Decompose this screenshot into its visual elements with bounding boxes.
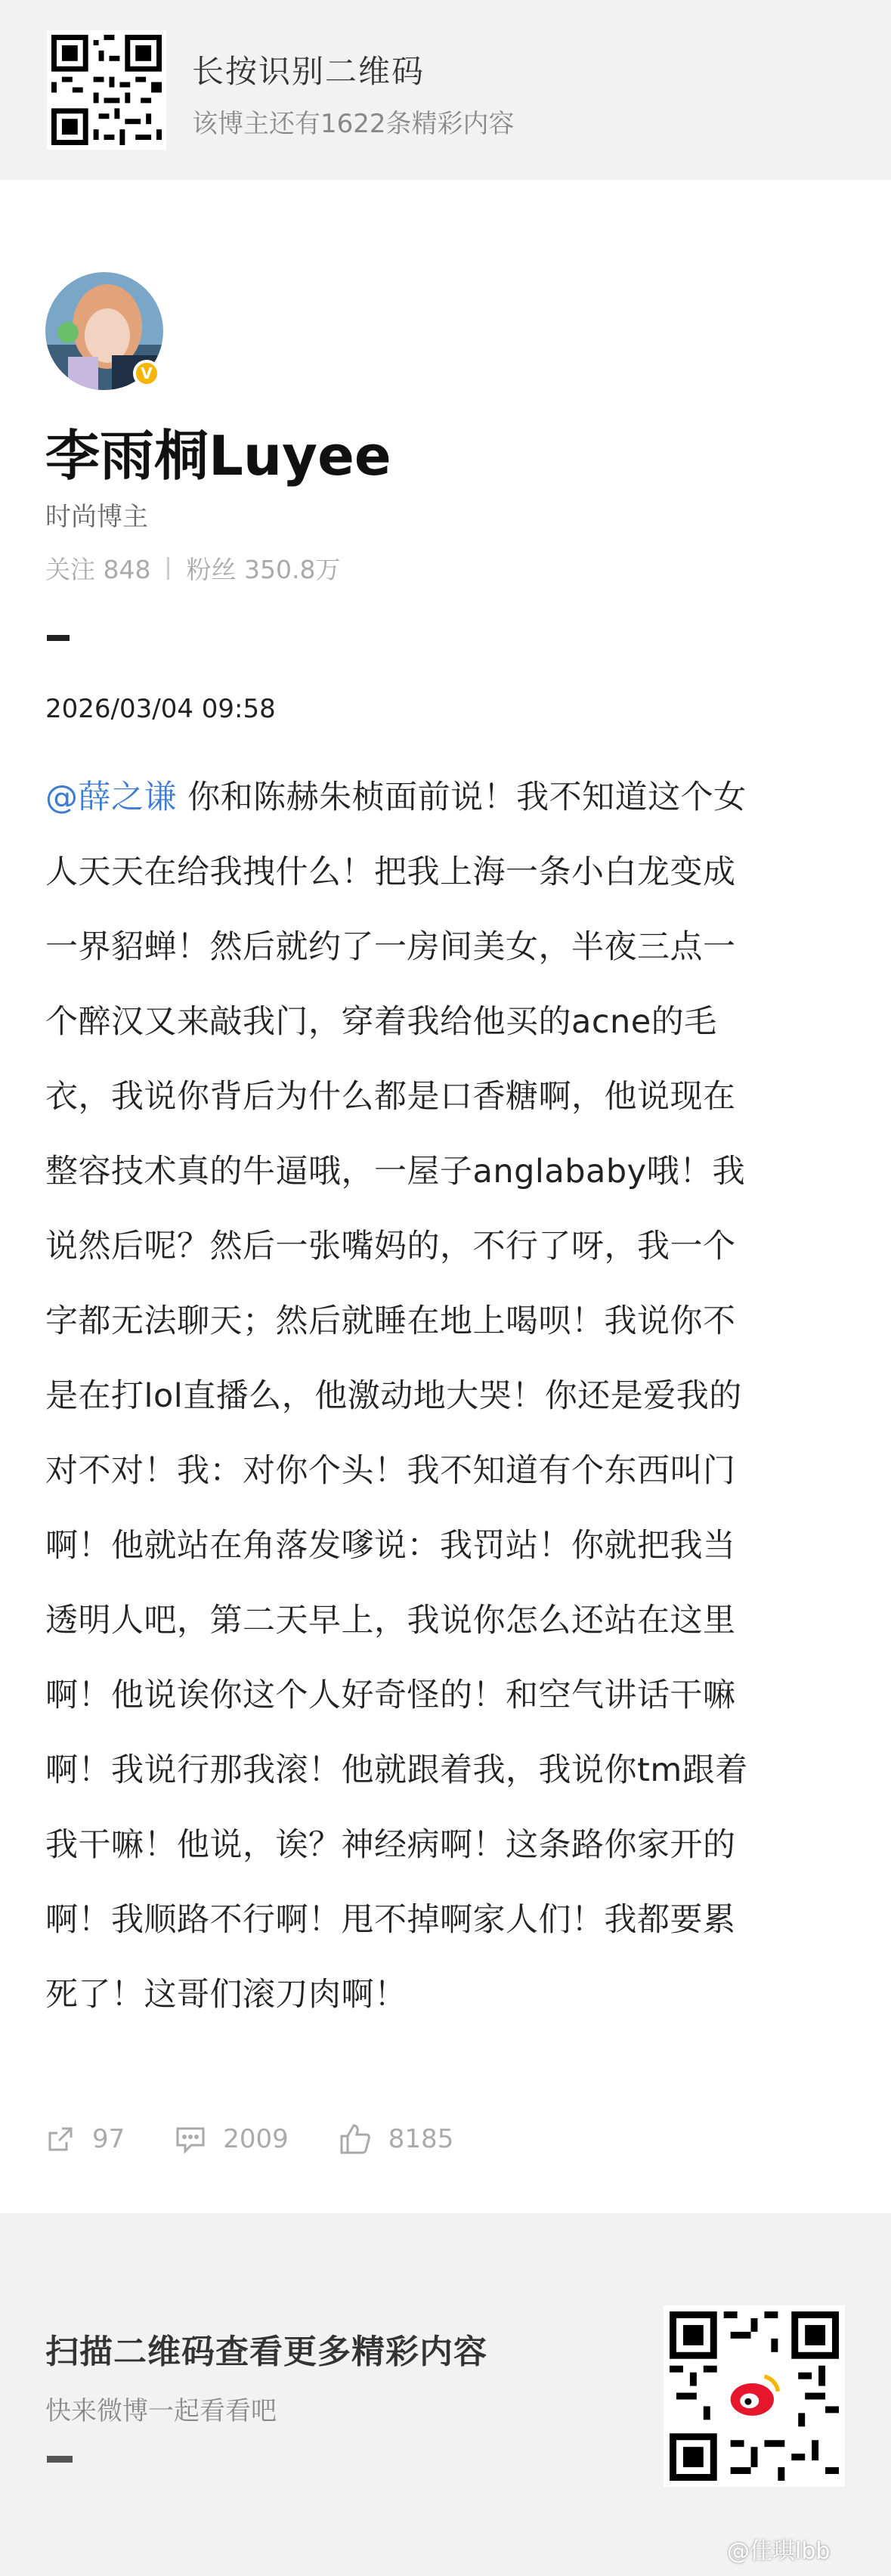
like-icon [339, 2122, 372, 2156]
banner-title: 长按识别二维码 [192, 53, 425, 90]
post-line: 个醉汉又来敲我门，穿着我给他买的acne的毛 [45, 1003, 717, 1041]
like-button[interactable] [339, 2122, 454, 2156]
comment-icon [175, 2124, 206, 2154]
following-count[interactable]: 关注 848 [45, 555, 151, 584]
share-count: 97 [92, 2124, 125, 2154]
user-name[interactable]: 李雨桐Luyee [45, 424, 391, 488]
profile-stats [45, 550, 340, 586]
user-role: 时尚博主 [45, 502, 148, 532]
post-line: 啊！我说行那我滚！他就跟着我，我说你tm跟着 [45, 1751, 748, 1789]
post-line: 说然后呢？然后一张嘴妈的，不行了呀，我一个 [45, 1228, 736, 1265]
post-body [45, 760, 854, 2033]
post-line: 整容技术真的牛逼哦，一屋子anglababy哦！我 [45, 1153, 746, 1190]
qr-code [47, 30, 166, 150]
followers-count[interactable]: 粉丝 350.8万 [186, 555, 341, 584]
post-line: 透明人吧，第二天早上，我说你怎么还站在这里 [45, 1602, 736, 1639]
share-button[interactable] [45, 2124, 125, 2154]
post-line: 字都无法聊天；然后就睡在地上喝呗！我说你不 [45, 1302, 736, 1340]
post-line: 是在打lol直播么，他激动地大哭！你还是爱我的 [45, 1377, 742, 1415]
post-line: 对不对！我：对你个头！我不知道有个东西叫门 [45, 1452, 736, 1490]
divider [47, 635, 70, 641]
share-icon [45, 2124, 76, 2154]
weibo-qr-code [664, 2305, 845, 2487]
post-line: 死了！这哥们滚刀肉啊！ [45, 1976, 407, 2014]
post-line: 啊！我顺路不行啊！甩不掉啊家人们！我都要累 [45, 1901, 736, 1939]
comment-button[interactable] [175, 2124, 289, 2154]
footer-subtitle: 快来微博一起看看吧 [45, 2396, 277, 2426]
action-bar [45, 2122, 503, 2156]
post-line: 啊！他说诶你这个人好奇怪的！和空气讲话干嘛 [45, 1677, 736, 1714]
banner-subtitle: 该博主还有1622条精彩内容 [192, 109, 515, 139]
post-line: 一界貂蝉！然后就约了一房间美女，半夜三点一 [45, 928, 736, 966]
post-line: 衣，我说你背后为什么都是口香糖啊，他说现在 [45, 1078, 736, 1116]
footer-title: 扫描二维码查看更多精彩内容 [45, 2333, 487, 2371]
watermark-id: @佳琪lbb [727, 2538, 831, 2565]
post-line: @薛之谦 你和陈赫朱桢面前说！我不知道这个女 [45, 779, 747, 816]
divider [47, 2456, 73, 2463]
divider [167, 557, 169, 580]
verified-badge-icon: V [133, 360, 160, 387]
post-line: 我干嘛！他说，诶？神经病啊！这条路你家开的 [45, 1826, 736, 1864]
comment-count: 2009 [223, 2124, 289, 2154]
mention-link[interactable]: @薛之谦 [45, 779, 177, 816]
like-count: 8185 [388, 2124, 454, 2154]
post-line: 啊！他就站在角落发嗲说：我罚站！你就把我当 [45, 1527, 736, 1565]
qr-banner [0, 0, 891, 180]
post-line: 人天天在给我拽什么！把我上海一条小白龙变成 [45, 853, 736, 891]
post-timestamp: 2026/03/04 09:58 [45, 694, 276, 724]
